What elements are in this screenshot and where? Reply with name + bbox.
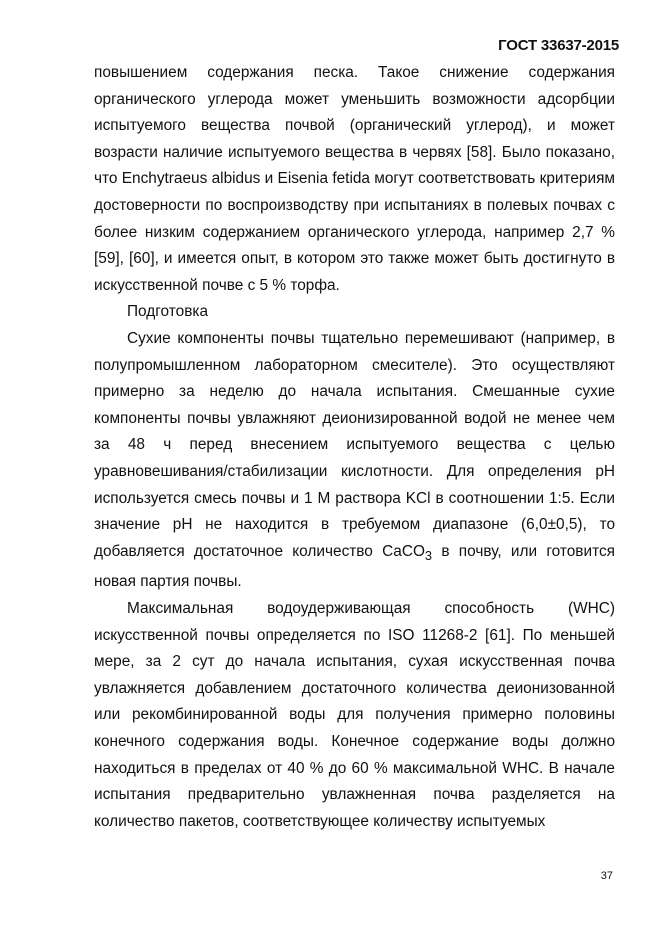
preparation-text-part1: Сухие компоненты почвы тщательно перемешивают (например, в полупромышленном лабораторном смесителе). Это осуществляют примерно за неделю до начала испытания. Смешанные сухие компоненты почвы увлажняют деионизированной водой не менее чем за 48 ч перед внесением испытуемого вещества с целью уравновешивания/стабилизации кислотности. Для определения pH используется смесь почвы и 1 М раствора KCl в соотношении 1:5. Если значение pH не находится в требуемом диапазоне (6,0±0,5), то добавляется достаточное количество CaCO xyxy=(94,329,615,560)
section-heading: Подготовка xyxy=(127,303,209,321)
preparation-paragraph xyxy=(94,326,615,596)
body-text xyxy=(94,60,615,835)
preparation-text-part2: в почву, или готовится новая партия почвы. xyxy=(94,542,615,591)
document-id-header: ГОСТ 33637-2015 xyxy=(498,37,619,54)
page-number: 37 xyxy=(600,870,613,882)
whc-paragraph: Максимальная водоудерживающая способность (WHC) искусственной почвы определяется по ISO 11268-2 [61]. По меньшей мере, за 2 сут до начала испытания, сухая искусственная почва увлажняется добавлением достаточного количества деионизованной или рекомбинированной воды для получения примерно половины конечного содержания воды. Конечное содержание воды должно находиться в пределах от 40 % до 60 % максимальной WHC. В начале испытания предварительно увлажненная почва разделяется на количество пакетов, соответствующее количеству испытуемых xyxy=(94,599,615,830)
formula-subscript: 3 xyxy=(424,547,433,563)
continued-paragraph: повышением содержания песка. Такое снижение содержания органического углерода может уменьшить возможности адсорбции испытуемого вещества почвой (органический углерод), и может возрасти наличие испытуемого вещества в червях [58]. Было показано, что Enchytraeus albidus и Eisenia fetida могут соответствовать критериям достоверности по воспроизводству при испытаниях в полевых почвах с более низким содержанием органического углерода, например 2,7 % [59], [60], и имеется опыт, в котором это также может быть достигнуто в искусственной почве с 5 % торфа. xyxy=(94,64,615,294)
